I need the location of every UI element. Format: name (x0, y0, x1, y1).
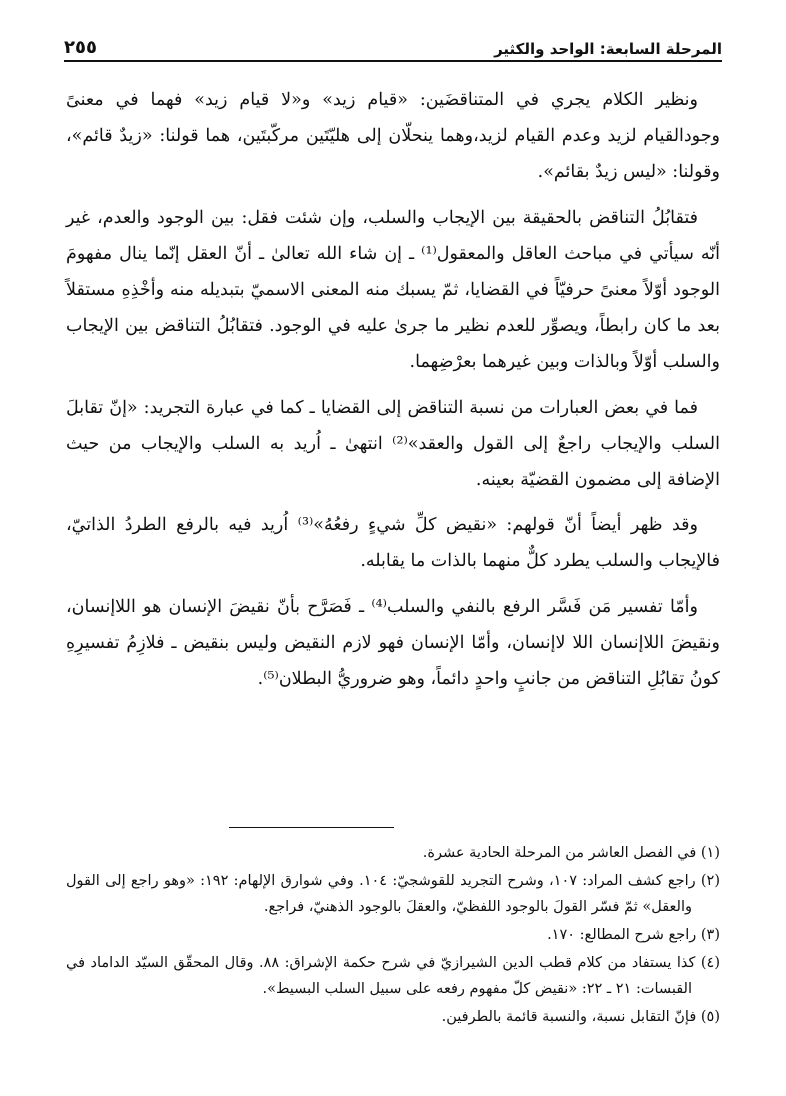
paragraph: ونظير الكلام يجري في المتناقضَين: «قيام زيد» و«لا قيام زيد» فهما في معنىً وجودالقيام لزيد وعدم القيام لزيد،وهما ينحلّان إلى هليّتَين مركّبتَين، هما قولنا: «زيدٌ قائم»، وقولنا: «ليس زيدٌ بقائم». (66, 90, 720, 183)
page-number: ٢٥٥ (64, 37, 97, 58)
footnote: (٢) راجع كشف المراد: ١٠٧، وشرح التجريد للقوشجيّ: ١٠٤. وفي شوارق الإلهام: ١٩٢: «وهو راجع إلى القول والعقل» ثمّ فسّر القولَ بالوجود اللفظيّ، والعقلَ بالوجود الذهنيّ، فراجع. (66, 873, 720, 915)
header-rule (64, 60, 722, 62)
main-text (66, 82, 720, 706)
running-header (64, 34, 722, 58)
paragraph: فما في بعض العبارات من نسبة التناقض إلى القضايا ـ كما في عبارة التجريد: «إنّ تقابلَ السلب والإيجاب راجعٌ إلى القول والعقد»⁽²⁾ انتهىٰ ـ اُريد به السلب والإيجاب من حيث الإضافة إلى مضمون القضيّة بعينه. (66, 397, 720, 491)
paragraph: وأمّا تفسير مَن فَسَّر الرفع بالنفي والسلب⁽⁴⁾ ـ فَصَرَّح بأنّ نقيضَ الإنسان هو اللاإنسان، ونقيضَ اللاإنسان اللا لاإنسان، وأمّا الإنسان فهو لازم النقيض وليس بنقيض ـ فلازِمُ تفسيرِهِ كونُ تقابُلِ التناقض من جانبٍ واحدٍ دائماً، وهو ضروريُّ البطلان⁽⁵⁾. (66, 596, 720, 690)
running-title: المرحلة السابعة: الواحد والكثير (494, 40, 722, 58)
paragraph: فتقابُلُ التناقض بالحقيقة بين الإيجاب والسلب، وإن شئت فقل: بين الوجود والعدم، غير أنّه سيأتي في مباحث العاقل والمعقول⁽¹⁾ ـ إن شاء الله تعالىٰ ـ أنّ العقل إنّما ينال مفهومَ الوجود أوّلاً معنىً حرفيّاً في القضايا، ثمّ يسبك منه المعنى الاسميّ بتبديله منه وأخْذِهِ مستقلاً بعد ما كان رابطاً، ويصوِّر للعدم نظير ما جرىٰ عليه في الوجود. فتقابُلُ التناقض بين الإيجاب والسلب أوّلاً وبالذات وبين غيرهما بعرْضِهما. (66, 207, 720, 373)
footnotes (66, 840, 720, 1032)
footnote: (٥) فإنّ التقابل نسبة، والنسبة قائمة بالطرفين. (441, 1009, 720, 1025)
footnote: (٣) راجع شرح المطالع: ١٧٠. (547, 927, 720, 943)
footnote-separator (229, 827, 394, 828)
footnote: (٤) كذا يستفاد من كلام قطب الدين الشيرازيّ في شرح حكمة الإشراق: ٨٨. وقال المحقّق السيّد الداماد في القبسات: ٢١ ـ ٢٢: «نقيض كلّ مفهوم رفعه على سبيل السلب البسيط». (66, 955, 720, 997)
paragraph: وقد ظهر أيضاً أنّ قولهم: «نقيض كلِّ شيءٍ رفعُهُ»⁽³⁾ اُريد فيه بالرفع الطردُ الذاتيّ، فالإيجاب والسلب يطرد كلٌّ منهما بالذات ما يقابله. (66, 515, 720, 572)
footnote: (١) في الفصل العاشر من المرحلة الحادية عشرة. (422, 845, 720, 861)
